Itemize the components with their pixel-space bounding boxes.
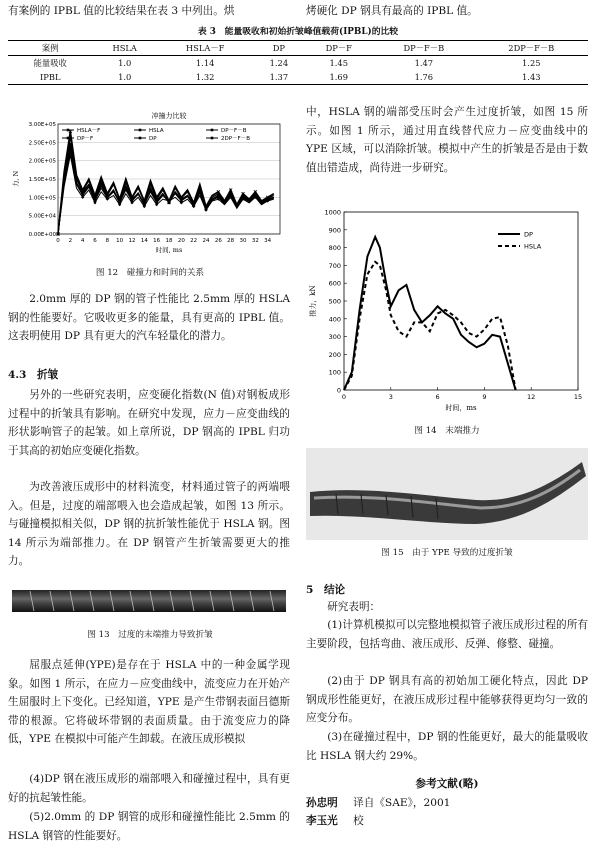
x-tick-label: 10 [116,238,124,244]
y-tick-label: 600 [328,279,341,288]
x-tick-label: 24 [202,238,210,244]
right-item-3: (3)在碰撞过程中，DP 钢的性能更好，最大的能量吸收比 HSLA 钢大约 29%。 [306,731,588,762]
x-tick-label: 4 [80,238,85,244]
y-tick-label: 200 [328,350,341,359]
table-header: 2DP－F－B [475,41,588,56]
table-header: HSLA [92,41,157,56]
table-3 [8,24,588,85]
legend-marker [139,137,142,140]
y-tick-label: 700 [328,261,341,270]
proofreader-line [306,812,364,830]
x-axis-label: 时间，ms [445,404,477,412]
x-tick-label: 12 [128,238,136,244]
series-line [58,137,274,234]
x-tick-label: 34 [264,238,272,244]
table-header: HSLA－F [157,41,253,56]
legend-marker [67,129,70,132]
x-tick-label: 30 [239,238,247,244]
y-tick-label: 800 [328,244,341,253]
x-tick-label: 6 [435,393,440,401]
left-para-4: 屈服点延伸(YPE)是存在于 HSLA 中的一种金属学现象。如图 1 所示，在应力－应变曲线中，流变应力在开始产生屈服时上下变化。已经知道，YPE 是产生带钢表面吕德斯带的根源。它将破坏带钢的表面质量。由于流变应力的降低，YPE 在模拟中可能产生卸载。在液压成形模拟 [8,659,290,745]
table-cell: 1.0 [92,70,157,85]
table-cell: 1.25 [522,58,541,68]
table-cell: 1.32 [157,70,253,85]
y-tick-label: 5.00E+04 [28,213,56,220]
table-cell: 1.43 [475,70,588,85]
x-tick-label: 20 [177,238,185,244]
table-cell: 能量吸收 [33,58,67,68]
legend-label: HSLA－F [77,128,101,134]
series-line [344,237,516,390]
table-header: DP－F [304,41,373,56]
section-5-heading: 5 结论 [306,584,346,596]
x-tick-label: 14 [140,238,148,244]
translator-line [306,794,450,812]
y-tick-label: 1000 [324,208,341,217]
comparison-table [8,40,588,85]
translator-name: 孙忠明 [306,797,338,809]
right-item-2: (2)由于 DP 钢具有高的初始加工硬化特点，因此 DP 钢成形性能更好，在液压成形过程中能够获得更均匀一致的应变分布。 [306,675,588,724]
right-item-1: (1)计算机模拟可以完整地模拟管子液压成形过程的所有主要阶段，包括弯曲、液压成形、反弹、修整、碰撞。 [306,619,588,650]
x-tick-label: 8 [105,238,110,244]
x-tick-label: 28 [227,238,235,244]
y-tick-label: 500 [328,297,341,306]
legend-label: 2DP－F－B [221,136,250,142]
table-row [8,70,588,85]
legend-label: HSLA [149,128,164,134]
impact-force-chart [8,108,292,260]
x-tick-label: 15 [573,393,583,401]
series-line [344,262,516,390]
table-row [8,56,588,71]
y-tick-label: 300 [328,333,341,342]
fig15-caption: 图 15 由于 YPE 导致的过度折皱 [381,548,513,558]
table-cell: 1.76 [373,70,474,85]
x-tick-label: 2 [68,238,73,244]
section-4-3-heading: 4.3 折皱 [8,369,59,381]
x-tick-label: 0 [56,238,60,244]
fig14-caption: 图 14 末端推力 [414,426,480,436]
y-axis-label: 力, N [12,170,20,188]
table-cell: 1.0 [118,58,132,68]
table-cell: 1.45 [329,58,348,68]
y-axis-label: 推力，kN [309,285,317,317]
x-tick-label: 6 [93,238,97,244]
x-tick-label: 26 [214,238,222,244]
x-tick-label: 16 [153,238,161,244]
references-heading: 参考文献(略) [415,778,479,790]
y-tick-label: 1.50E+05 [28,177,56,183]
top-right-line: 烤硬化 DP 钢具有最高的 IPBL 值。 [306,5,478,17]
left-para-3: 为改善液压成形中的材料流变，材料通过管子的两端喂入。但是，过度的端部喂入也会造成起皱，如图 13 所示。与碰撞模拟相关似，DP 钢的抗折皱性能优于 HSLA 钢。图 14 所示为端部推力。在 DP 钢管产生折皱需要更大的推力。 [8,481,290,567]
x-tick-label: 12 [527,393,536,401]
fig12-caption: 图 12 碰撞力和时间的关系 [95,268,205,278]
table-3-caption: 表 3 能量吸收和初始折皱峰值载荷(IPBL)的比较 [197,27,399,37]
legend-label: DP－F－B [221,128,247,134]
left-item-5: (5)2.0mm 的 DP 钢管的成形和碰撞性能比 2.5mm 的 HSLA 钢管的性能要好。 [8,811,290,842]
y-tick-label: 0 [336,386,341,395]
legend-label: HSLA [524,242,542,251]
y-tick-label: 3.00E+05 [28,122,56,128]
legend-label: DP [524,230,533,239]
table-cell: IPBL [8,70,92,85]
plot-frame [344,212,578,390]
table-cell: 1.47 [414,58,434,68]
end-thrust-chart [306,202,588,418]
series-line [58,131,274,234]
table-header: DP－F－B [373,41,474,56]
x-tick-label: 18 [165,238,173,244]
table-header: 案例 [8,41,92,56]
top-left-line: 有案例的 IPBL 值的比较结果在表 3 中列出。烘 [8,5,235,17]
y-tick-label: 2.00E+05 [28,158,56,165]
research-shows: 研究表明： [327,601,381,613]
y-tick-label: 2.50E+05 [28,140,56,147]
wrinkled-tube-photo [10,582,288,618]
legend-marker [211,137,214,140]
x-tick-label: 32 [251,238,259,244]
x-tick-label: 0 [341,393,347,401]
legend-marker [139,129,142,132]
left-para-2: 另外的一些研究表明，应变硬化指数(N 值)对钢板成形过程中的折皱具有影响。在研究中发现，应力－应变曲线的形状影响管子的起皱。如上章所说，DP 钢高的 IPBL 归功于其高的初始应变硬化指数。 [8,389,290,457]
x-axis-label: 时间, ms [155,246,183,254]
left-item-4: (4)DP 钢在液压成形的端部喂入和碰撞过程中，具有更好的抗起皱性能。 [8,773,290,804]
x-tick-label: 9 [482,393,487,401]
table-header: DP [253,41,304,56]
translator-note: 译自《SAE》，2001 [353,797,451,809]
x-tick-label: 3 [388,393,393,401]
proofreader-name: 李玉光 [306,815,338,827]
y-tick-label: 100 [328,368,341,377]
excessive-wrinkle-photo [306,448,588,540]
chart-title: 冲撞力比较 [151,112,187,120]
y-tick-label: 1.00E+05 [28,195,56,202]
right-para-1: 中，HSLA 钢的端部受压时会产生过度折皱，如图 15 所示。如图 1 所示，通过用直线替代应力－应变曲线中的 YPE 区域，可以消除折皱。模拟中产生的折皱是否是由于数值出错造成，尚待进一步研究。 [306,106,588,174]
table-cell: 1.14 [195,58,215,68]
table-cell: 1.37 [253,70,304,85]
left-para-1: 2.0mm 厚的 DP 钢的管子性能比 2.5mm 厚的 HSLA 钢的性能要好。它吸收更多的能量，具有更高的 IPBL 值。这表明使用 DP 具有更大的汽车轻量化的潜力。 [8,293,290,342]
fig13-caption: 图 13 过度的末端推力导致折皱 [87,630,213,640]
legend-label: DP [149,136,157,142]
table-cell: 1.69 [304,70,373,85]
y-tick-label: 0.00E+00 [28,232,56,238]
y-tick-label: 900 [328,226,341,235]
legend-label: DP－F [77,136,94,142]
legend-marker [211,129,214,132]
table-cell: 1.24 [269,58,289,68]
proofreader-note: 校 [353,815,364,827]
y-tick-label: 400 [328,315,341,324]
legend-marker [67,137,70,140]
x-tick-label: 22 [190,238,198,244]
